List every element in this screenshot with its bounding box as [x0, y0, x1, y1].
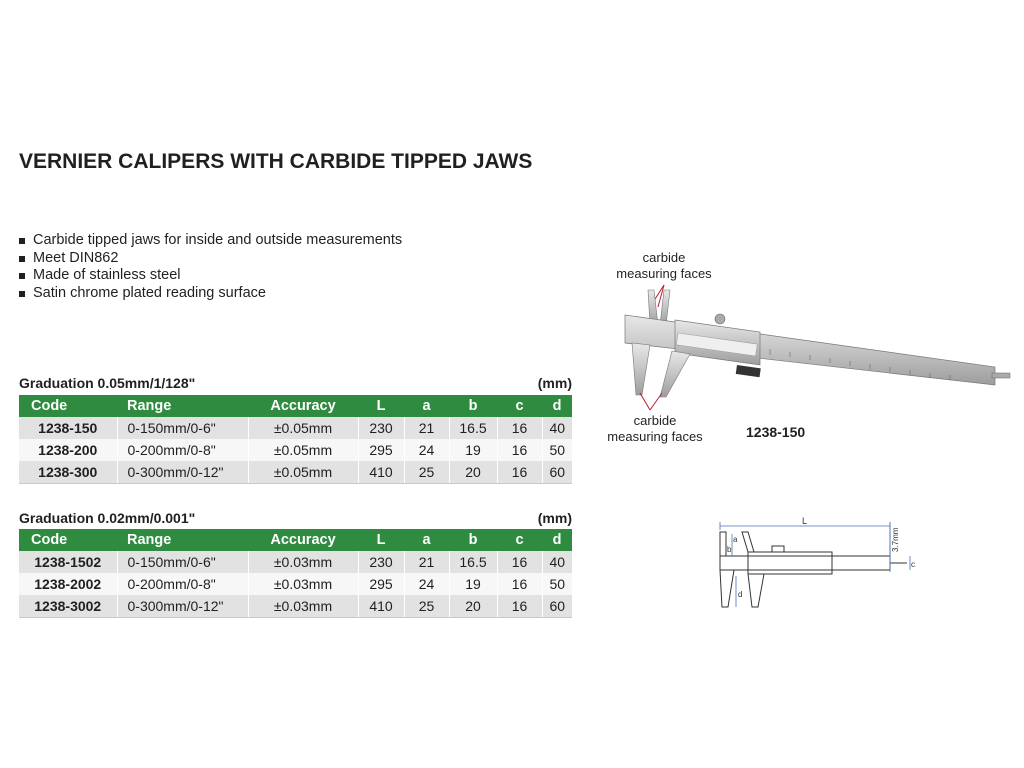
unit-label: (mm) [537, 510, 572, 526]
col-accuracy: Accuracy [248, 395, 358, 417]
table-row [19, 417, 572, 439]
table-header-row [19, 529, 572, 551]
bullet-icon [19, 256, 25, 262]
cell-L: 410 [358, 461, 404, 484]
cell-accuracy: ±0.03mm [248, 573, 358, 595]
cell-code: 1238-150 [19, 417, 117, 439]
cell-a: 25 [404, 595, 449, 618]
model-label: 1238-150 [746, 424, 806, 440]
dim-h: 3.7mm [891, 527, 900, 552]
cell-b: 19 [449, 573, 497, 595]
col-a: a [404, 529, 449, 551]
col-accuracy: Accuracy [248, 529, 358, 551]
table-header-row [19, 395, 572, 417]
cell-L: 295 [358, 573, 404, 595]
cell-L: 230 [358, 417, 404, 439]
cell-b: 16.5 [449, 417, 497, 439]
cell-c: 16 [497, 461, 542, 484]
cell-range: 0-200mm/0-8" [117, 573, 248, 595]
cell-d: 40 [542, 551, 572, 573]
cell-range: 0-300mm/0-12" [117, 595, 248, 618]
col-a: a [404, 395, 449, 417]
bullet-icon [19, 291, 25, 297]
cell-code: 1238-3002 [19, 595, 117, 618]
cell-c: 16 [497, 439, 542, 461]
caliper-photo [620, 285, 1015, 415]
cell-accuracy: ±0.05mm [248, 461, 358, 484]
cell-code: 1238-200 [19, 439, 117, 461]
cell-b: 20 [449, 461, 497, 484]
col-d: d [542, 395, 572, 417]
cell-range: 0-150mm/0-6" [117, 551, 248, 573]
unit-label: (mm) [537, 375, 572, 391]
table-row [19, 461, 572, 484]
cell-accuracy: ±0.05mm [248, 439, 358, 461]
spec-table-1 [19, 395, 572, 484]
cell-a: 24 [404, 439, 449, 461]
table-row [19, 573, 572, 595]
dim-L: L [802, 516, 808, 526]
col-code: Code [19, 529, 117, 551]
cell-d: 60 [542, 461, 572, 484]
dim-a: a [733, 535, 738, 544]
cell-a: 21 [404, 551, 449, 573]
cell-a: 25 [404, 461, 449, 484]
col-L: L [358, 395, 404, 417]
cell-a: 24 [404, 573, 449, 595]
cell-a: 21 [404, 417, 449, 439]
table-row [19, 551, 572, 573]
col-b: b [449, 529, 497, 551]
cell-L: 230 [358, 551, 404, 573]
cell-c: 16 [497, 573, 542, 595]
cell-d: 50 [542, 439, 572, 461]
cell-L: 295 [358, 439, 404, 461]
bullet-icon [19, 238, 25, 244]
cell-b: 16.5 [449, 551, 497, 573]
feature-item: Made of stainless steel [19, 267, 402, 285]
cell-range: 0-200mm/0-8" [117, 439, 248, 461]
cell-code: 1238-1502 [19, 551, 117, 573]
col-d: d [542, 529, 572, 551]
col-c: c [497, 395, 542, 417]
spec-table-2 [19, 529, 572, 618]
cell-range: 0-300mm/0-12" [117, 461, 248, 484]
graduation-heading-1: Graduation 0.05mm/1/128" (mm) [19, 375, 572, 391]
graduation-heading-2: Graduation 0.02mm/0.001" (mm) [19, 510, 572, 526]
callout-top: carbide measuring faces [616, 250, 712, 281]
cell-c: 16 [497, 551, 542, 573]
col-range: Range [117, 395, 248, 417]
cell-b: 19 [449, 439, 497, 461]
cell-d: 50 [542, 573, 572, 595]
col-c: c [497, 529, 542, 551]
bullet-icon [19, 273, 25, 279]
cell-L: 410 [358, 595, 404, 618]
cell-b: 20 [449, 595, 497, 618]
page-title: VERNIER CALIPERS WITH CARBIDE TIPPED JAWS [19, 150, 533, 173]
cell-accuracy: ±0.03mm [248, 551, 358, 573]
cell-code: 1238-300 [19, 461, 117, 484]
feature-list [19, 232, 402, 302]
feature-item: Satin chrome plated reading surface [19, 285, 402, 303]
cell-range: 0-150mm/0-6" [117, 417, 248, 439]
dimension-diagram [712, 512, 922, 622]
cell-code: 1238-2002 [19, 573, 117, 595]
cell-accuracy: ±0.03mm [248, 595, 358, 618]
dim-d: d [738, 590, 743, 599]
table-row [19, 595, 572, 618]
cell-c: 16 [497, 417, 542, 439]
cell-accuracy: ±0.05mm [248, 417, 358, 439]
col-L: L [358, 529, 404, 551]
cell-d: 40 [542, 417, 572, 439]
col-range: Range [117, 529, 248, 551]
dim-c: c [911, 560, 915, 569]
cell-d: 60 [542, 595, 572, 618]
dim-b: b [727, 545, 732, 554]
feature-item: Meet DIN862 [19, 250, 402, 268]
callout-bottom: carbide measuring faces [607, 413, 703, 444]
table-row [19, 439, 572, 461]
col-b: b [449, 395, 497, 417]
feature-item: Carbide tipped jaws for inside and outside measurements [19, 232, 402, 250]
cell-c: 16 [497, 595, 542, 618]
col-code: Code [19, 395, 117, 417]
